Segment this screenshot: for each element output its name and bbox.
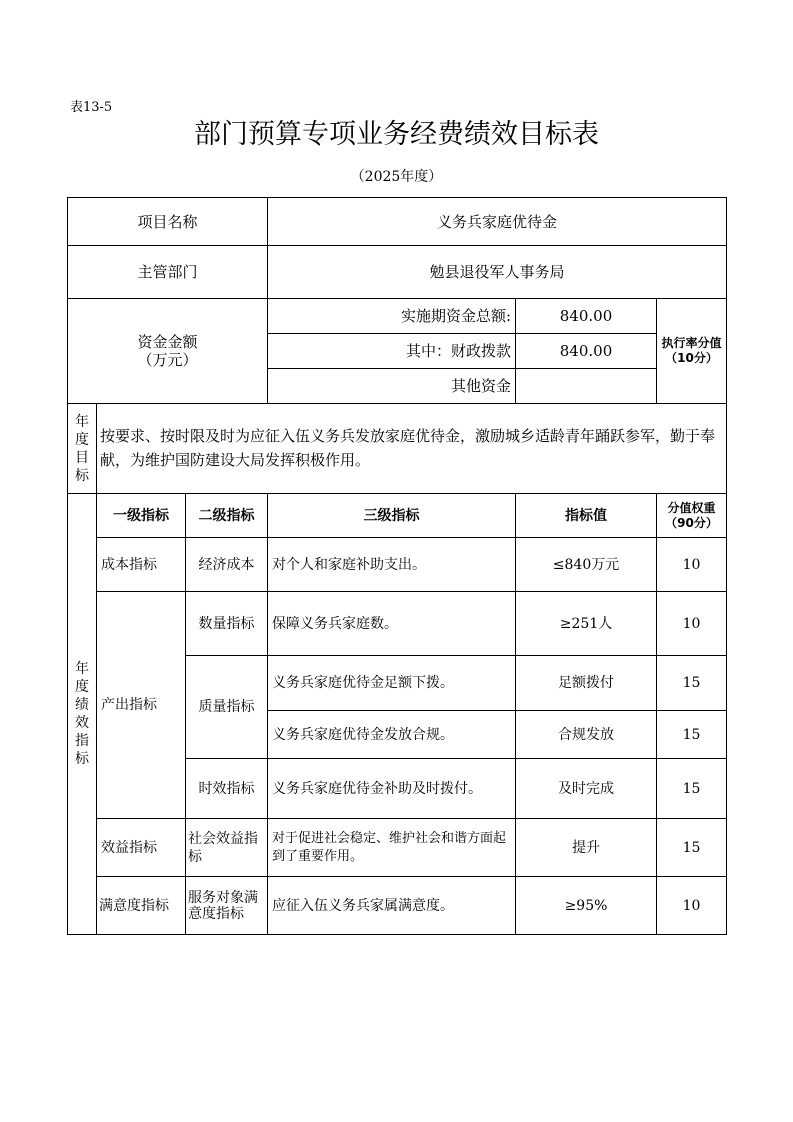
page-title: 部门预算专项业务经费绩效目标表 [194, 119, 599, 150]
value-cell: ≤840万元 [516, 538, 657, 592]
table-row [68, 819, 727, 877]
table-row [68, 877, 727, 935]
funds-other-value [516, 369, 657, 404]
value-cell: 提升 [516, 819, 657, 877]
value-cell: 足额拨付 [516, 656, 657, 711]
execution-score [657, 299, 727, 404]
execution-score-line1: 执行率分值 [661, 336, 722, 350]
weight-cell: 15 [657, 711, 727, 759]
indicator-header-row [68, 494, 727, 538]
header-level1: 一级指标 [97, 494, 186, 538]
level2-cell: 经济成本 [186, 538, 268, 592]
level2-cell: 服务对象满意度指标 [186, 877, 268, 935]
annual-goal-label: 年度目标 [68, 404, 97, 494]
level1-cell: 满意度指标 [97, 877, 186, 935]
header-level2: 二级指标 [186, 494, 268, 538]
level3-cell: 保障义务兵家庭数。 [268, 592, 516, 656]
value-cell: ≥95% [516, 877, 657, 935]
funds-fiscal-value: 840.00 [516, 334, 657, 369]
indicator-side-label: 年度绩效指标 [68, 494, 97, 935]
header-level3: 三级指标 [268, 494, 516, 538]
fiscal-year: （2025年度） [350, 169, 443, 185]
funds-fiscal-label: 其中：财政拨款 [268, 334, 516, 369]
weight-cell: 15 [657, 656, 727, 711]
table-row [68, 538, 727, 592]
department-value: 勉县退役军人事务局 [268, 246, 727, 299]
header-weight [657, 494, 727, 538]
level3-cell: 义务兵家庭优待金补助及时拨付。 [268, 759, 516, 819]
project-name-label: 项目名称 [68, 198, 268, 246]
table-row [68, 592, 727, 656]
level2-cell: 质量指标 [186, 656, 268, 759]
level2-cell: 时效指标 [186, 759, 268, 819]
project-name-row [68, 198, 727, 246]
funds-other-label: 其他资金 [268, 369, 516, 404]
table-number: 表13-5 [70, 100, 113, 115]
execution-score-line2: （10分） [665, 351, 718, 365]
funds-total-value: 840.00 [516, 299, 657, 334]
weight-cell: 10 [657, 538, 727, 592]
project-name-value: 义务兵家庭优待金 [268, 198, 727, 246]
header-value: 指标值 [516, 494, 657, 538]
weight-cell: 15 [657, 819, 727, 877]
level3-cell: 义务兵家庭优待金足额下拨。 [268, 656, 516, 711]
funds-total-label: 实施期资金总额: [268, 299, 516, 334]
department-row [68, 246, 727, 299]
level2-cell: 数量指标 [186, 592, 268, 656]
header-weight-line1: 分值权重 [667, 500, 716, 515]
value-cell: 及时完成 [516, 759, 657, 819]
level1-cell: 成本指标 [97, 538, 186, 592]
performance-goal-table [67, 197, 727, 935]
level3-cell: 对于促进社会稳定、维护社会和谐方面起到了重要作用。 [268, 819, 516, 877]
level3-cell: 对个人和家庭补助支出。 [268, 538, 516, 592]
header-weight-line2: （90分） [665, 515, 718, 530]
funds-label [68, 299, 268, 404]
annual-goal-row [68, 404, 727, 494]
level1-cell: 效益指标 [97, 819, 186, 877]
funds-label-line1: 资金金额 [137, 333, 198, 351]
funds-total-row [68, 299, 727, 334]
level3-cell: 应征入伍义务兵家属满意度。 [268, 877, 516, 935]
value-cell: 合规发放 [516, 711, 657, 759]
level2-cell: 社会效益指标 [186, 819, 268, 877]
funds-label-line2: （万元） [137, 351, 198, 369]
value-cell: ≥251人 [516, 592, 657, 656]
level3-cell: 义务兵家庭优待金发放合规。 [268, 711, 516, 759]
annual-goal-text: 按要求、按时限及时为应征入伍义务兵发放家庭优待金，激励城乡适龄青年踊跃参军，勤于奉献，为维护国防建设大局发挥积极作用。 [97, 404, 727, 494]
weight-cell: 10 [657, 592, 727, 656]
weight-cell: 10 [657, 877, 727, 935]
department-label: 主管部门 [68, 246, 268, 299]
weight-cell: 15 [657, 759, 727, 819]
level1-cell: 产出指标 [97, 592, 186, 819]
